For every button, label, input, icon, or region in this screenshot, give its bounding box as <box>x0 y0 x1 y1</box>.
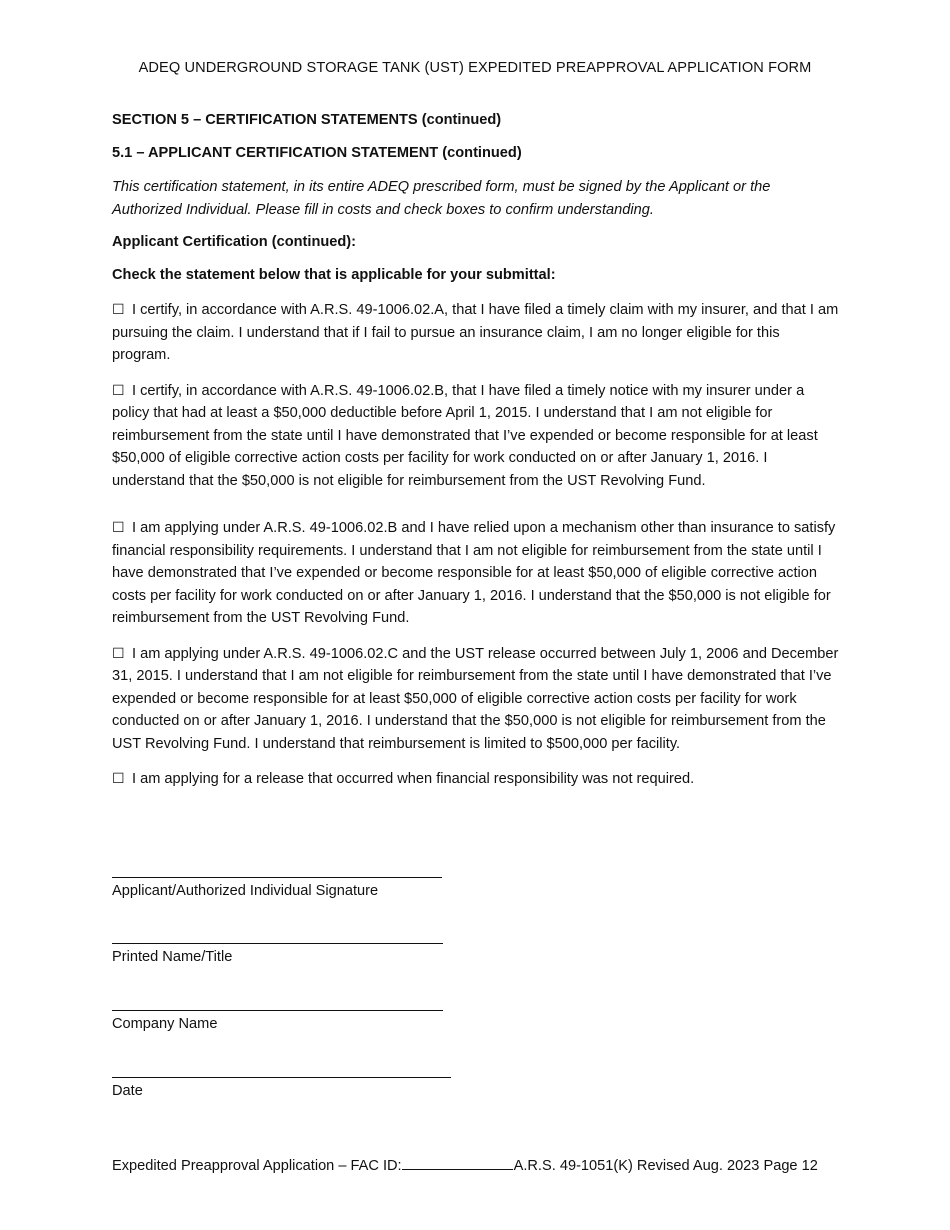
page-footer <box>112 1154 842 1176</box>
checkbox-icon[interactable]: ☐ <box>112 381 125 398</box>
company-name-line[interactable] <box>112 1010 443 1011</box>
signature-field <box>112 877 442 901</box>
subsection-title: 5.1 – APPLICANT CERTIFICATION STATEMENT (continued) <box>112 145 522 161</box>
check-prompt: Check the statement below that is applicable for your submittal: <box>112 267 556 283</box>
date-label: Date <box>112 1083 143 1099</box>
section-title: SECTION 5 – CERTIFICATION STATEMENTS (continued) <box>112 112 502 128</box>
statement-text: I certify, in accordance with A.R.S. 49-1006.02.B, that I have filed a timely notice with my insurer under a policy that had at least a $50,000 deductible before April 1, 2015. I understand that I am not eligible for reimbursement from the state until I have demonstrated that I’ve expended or become responsible for at least $50,000 of eligible corrective action costs per facility for work conducted on or after January 1, 2016. I understand that the $50,000 is not eligible for reimbursement from the UST Revolving Fund. <box>112 382 818 489</box>
checkbox-icon[interactable]: ☐ <box>112 770 125 786</box>
form-header-title: ADEQ UNDERGROUND STORAGE TANK (UST) EXPEDITED PREAPPROVAL APPLICATION FORM <box>138 60 812 76</box>
printed-name-label: Printed Name/Title <box>112 949 233 965</box>
statement-ars-b-insurer <box>112 379 842 493</box>
date-field <box>112 1077 451 1101</box>
checkbox-icon[interactable]: ☐ <box>112 301 125 317</box>
certification-label: Applicant Certification (continued): <box>112 234 357 250</box>
footer-right-text: A.R.S. 49-1051(K) Revised Aug. 2023 Page 12 <box>513 1158 818 1174</box>
instructions-text: This certification statement, in its entire ADEQ prescribed form, must be signed by the Applicant or the Authorized Individual. Please fill in costs and check boxes to confirm understanding. <box>112 179 771 218</box>
statement-ars-c <box>112 642 842 756</box>
company-name-label: Company Name <box>112 1016 218 1032</box>
footer-left-text: Expedited Preapproval Application – FAC ID: <box>112 1158 402 1174</box>
statement-text: I am applying for a release that occurred when financial responsibility was not required. <box>132 771 695 787</box>
statement-ars-a <box>112 298 842 367</box>
statement-text: I am applying under A.R.S. 49-1006.02.C and the UST release occurred between July 1, 2006 and December 31, 2015. I understand that I am not eligible for reimbursement from the state until I have demonstrated that I’ve expended or become responsible for at least $50,000 of eligible corrective action costs per facility for work conducted on or after January 1, 2016. I understand that the $50,000 is not eligible for reimbursement from the UST Revolving Fund. I understand that reimbursement is limited to $500,000 per facility. <box>112 645 839 752</box>
statement-ars-b-other-mechanism <box>112 516 842 630</box>
printed-name-line[interactable] <box>112 943 443 944</box>
fac-id-blank[interactable] <box>402 1154 513 1170</box>
checkbox-icon[interactable]: ☐ <box>112 644 125 661</box>
company-name-field <box>112 1010 443 1034</box>
statement-not-required <box>112 767 842 791</box>
statement-text: I am applying under A.R.S. 49-1006.02.B and I have relied upon a mechanism other than insurance to satisfy financial responsibility requirements. I understand that I am not eligible for reimbursement from the state until I have demonstrated that I’ve expended or become responsible for at least $50,000 of eligible corrective action costs per facility for work conducted on or after January 1, 2016. I understand that the $50,000 is not eligible for reimbursement from the UST Revolving Fund. <box>112 520 836 626</box>
signature-label: Applicant/Authorized Individual Signature <box>112 883 379 899</box>
printed-name-field <box>112 943 443 967</box>
signature-line[interactable] <box>112 877 442 878</box>
statement-text: I certify, in accordance with A.R.S. 49-1006.02.A, that I have filed a timely claim with my insurer, and that I am pursuing the claim. I understand that if I fail to pursue an insurance claim, I am no longer eligible for this program. <box>112 302 839 363</box>
form-content <box>112 110 842 803</box>
checkbox-icon[interactable]: ☐ <box>112 519 125 535</box>
date-line[interactable] <box>112 1077 451 1078</box>
